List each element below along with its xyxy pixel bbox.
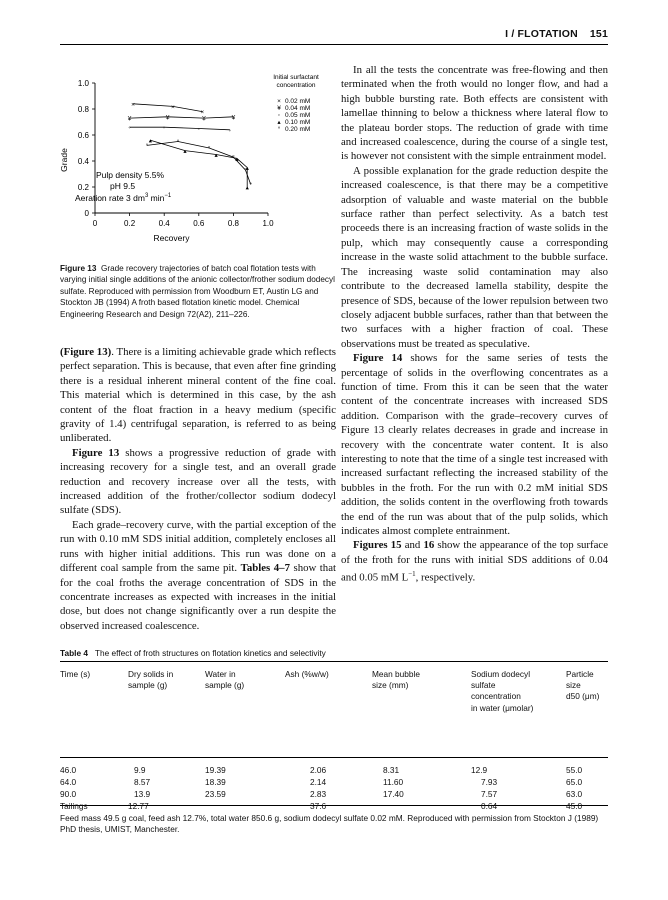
figure-caption-label: Figure 13 [60, 264, 97, 273]
data-point: ° [176, 139, 180, 146]
table-cell: 12.77 [128, 801, 149, 811]
annotation-ph: pH 9.5 [110, 181, 136, 191]
x-tick-label: 0.6 [193, 219, 205, 228]
data-point: × [170, 103, 175, 111]
x-tick-label: 0.4 [158, 219, 170, 228]
x-tick-label: 1.0 [262, 219, 274, 228]
y-tick-label: 0 [84, 209, 89, 218]
data-point: ▴ [183, 148, 187, 156]
data-point: ° [249, 181, 253, 189]
x-tick-label: 0.8 [227, 219, 239, 228]
legend-title: Initial surfactant [273, 74, 319, 81]
y-tick-label: 0.8 [77, 105, 89, 114]
data-point: ¥ [165, 114, 170, 122]
data-point: × [131, 101, 135, 109]
data-point: ° [232, 154, 235, 162]
table-cell: 64.0 [60, 777, 77, 787]
left-p1-text: . There is a limiting achievable grade which reflects perfect separation. This is because, that even after fine grinding there is a residual inherent mineral content of the fine coal. This material which is determined in this case, by the ash content of the float fraction in a heavy medium (specific gravity of 1.4) centrifugal separation, is referred to as being unliberated. [60, 346, 337, 445]
right-paragraph-1: In all the tests the concentrate was free-flowing and then terminated when the froth would no longer flow, and had a high bubble bursting rate. Both effects are consistent with lamellae thinning to below a thickness where lateral flow to the plateau border stops. The reduction of grade with time and increased coalescence, during the course of a single test, is however not consistent with the simple entrainment model. [341, 64, 608, 163]
right-p3-text: shows for the same series of tests the percentage of solids in the overflowing concentrates as a function of time. From this it can be seen that the water content of the concentrate increases with increased SDS addition. Comparison with the grade–recovery curves of Figure 13 clearly relates decreases in grade and increase in recovery with the concentrate water content. It is also interesting to note that the time of a single test increased with increased surfactant reflecting the increased stability of the bubbles in the froth. For the run with 0.2 mM initial SDS addition, the solids content in the overflowing froth towards the end of the run was about that of the pulp solids, which indicates almost complete entrainment. [341, 352, 608, 537]
data-point: ▴ [235, 155, 239, 163]
data-point: ° [244, 167, 247, 175]
data-point: ¥ [127, 115, 132, 123]
left-column [60, 345, 336, 633]
table-header-cell [372, 669, 420, 691]
legend-marker: ° [277, 126, 281, 133]
table-cell: 8.57 [134, 777, 151, 787]
y-tick-label: 0.2 [77, 183, 89, 192]
table-cell: 12.9 [471, 765, 488, 775]
right-p4-figref16: 16 [423, 539, 435, 552]
table-caption [60, 648, 326, 658]
table-cell: 0.64 [481, 801, 498, 811]
aeration-exp: 3 [144, 193, 149, 199]
table-rule-mid [60, 757, 608, 758]
left-p2-figref: Figure 13 [72, 446, 120, 459]
table-header-line: d50 (μm) [566, 691, 600, 702]
data-point: ◦ [163, 124, 166, 132]
data-point: ◦ [128, 124, 131, 132]
data-point: × [200, 109, 205, 117]
series-0-04-mM [128, 114, 236, 122]
table-header-line: size [566, 680, 581, 691]
data-point: ▴ [245, 184, 249, 192]
right-p4-exp: −1 [408, 570, 416, 579]
table-cell: 13.9 [134, 789, 151, 799]
left-p3-a: Each grade–recovery curve, with the partial exception of the run with 0.10 mM SDS initial addition, completely encloses all runs with higher initial additions. This run was done on a different coal sample from the same pit. [60, 518, 336, 575]
table-cell: 63.0 [566, 789, 583, 799]
left-p3-tables: Tables 4–7 [240, 562, 290, 575]
table-header-line: sample (g) [205, 680, 245, 691]
legend-marker: ▴ [277, 119, 281, 126]
table-header-cell [205, 669, 244, 691]
running-head [505, 28, 608, 40]
right-p4-end: , respectively. [415, 571, 476, 584]
table-cell: 23.59 [205, 789, 226, 799]
table-cell: 19.39 [205, 765, 226, 775]
data-point: ◦ [197, 126, 200, 133]
figure-caption [60, 263, 336, 320]
table-header-line: size (mm) [372, 680, 409, 691]
table-header-line: concentration [471, 691, 521, 702]
table-cell: 90.0 [60, 789, 77, 799]
right-column [341, 63, 608, 585]
table-cell: 11.60 [383, 777, 404, 787]
data-point: ▴ [148, 137, 152, 145]
legend-marker: ◦ [277, 112, 281, 119]
legend-label: 0.05 mM [285, 112, 311, 119]
table-header-line: Water in [205, 669, 236, 679]
legend-label: 0.20 mM [285, 126, 311, 133]
table-header-line: Ash (%w/w) [285, 669, 329, 679]
legend-marker: × [277, 98, 281, 105]
right-paragraph-3 [341, 351, 608, 538]
data-point: ° [145, 142, 149, 150]
table-cell: 45.0 [566, 801, 583, 811]
right-paragraph-2: A possible explanation for the grade reduction despite the increased coalescence, is that there may be a competitive adsorption of valuable and waste material on the bubble surface rather than perfect selectivity. As a batch test proceeds there is an increasing fraction of waste solids in the pulp, which may consequently cause a corresponding increase in the waste solid attachment to the bubble surface. The increasing waste solid contamination may also contribute to the decreased lamella stability, despite the presence of SDS, because of the lower repulsion between two closely adjacent bubble surfaces, rather than that between the two surfaces with a higher fraction of coal. These observations must be treated as speculative. [341, 164, 608, 350]
table-header-cell [471, 669, 533, 714]
right-p4-text: show the appearance of the top surface of the froth for the runs with initial SDS additions of 0.04 and 0.05 mM L [341, 539, 608, 584]
table-header-line: Dry solids in [128, 669, 174, 679]
series-line [148, 137, 247, 187]
legend-marker: ¥ [277, 105, 281, 112]
left-p1-figref: (Figure 13) [60, 346, 112, 358]
data-point: ¥ [202, 115, 206, 123]
series-line [128, 124, 230, 132]
right-p4-figref15: Figures 15 [353, 539, 402, 552]
table-cell: 65.0 [566, 777, 583, 787]
table-cell: 2.14 [310, 777, 327, 787]
right-p3-figref: Figure 14 [353, 352, 403, 365]
table-cell: Tailings [60, 801, 88, 811]
chart-legend [273, 74, 319, 133]
series-line [130, 117, 234, 118]
table-header-line: sample (g) [128, 680, 168, 691]
grade-recovery-chart [58, 60, 358, 255]
aeration-mid: min [148, 193, 165, 203]
table-note: Feed mass 49.5 g coal, feed ash 12.7%, total water 850.6 g, sodium dodecyl sulfate 0.02 mM. Reproduced with permission from Stockton J (1989) PhD thesis, UMIST, Manchester. [60, 813, 599, 835]
y-tick-label: 1.0 [77, 79, 89, 88]
left-paragraph-1 [60, 345, 336, 446]
figure-caption-source: Chemical Engineering Research and Design 72(A2), 211–226. [60, 298, 300, 319]
data-point: ▴ [245, 165, 249, 172]
table-header-line: in water (μmolar) [471, 702, 534, 713]
x-tick-label: 0.2 [124, 219, 136, 228]
series-0-20-mM [146, 138, 253, 189]
table-cell: 7.93 [481, 777, 498, 787]
table-cell: 9.9 [134, 765, 146, 775]
table-header-cell [285, 669, 329, 680]
table-header-line: sulfate [471, 680, 496, 691]
y-tick-label: 0.4 [77, 157, 89, 166]
aeration-label: Aeration rate 3 dm [75, 193, 145, 203]
table-label: Table 4 [60, 648, 88, 658]
aeration-exp2: −1 [164, 193, 172, 199]
table-cell: 7.57 [481, 789, 498, 799]
legend-label: 0.10 mM [285, 119, 311, 126]
table-cell: 17.40 [383, 789, 404, 799]
right-paragraph-4 [341, 538, 608, 585]
data-point: ▴ [214, 152, 218, 159]
chart-ticks [78, 79, 274, 228]
section-title: I / FLOTATION [505, 28, 578, 40]
x-tick-label: 0 [92, 219, 98, 228]
table-cell: 8.31 [383, 765, 400, 775]
legend-label: 0.04 mM [285, 105, 311, 112]
figure-13 [58, 60, 358, 255]
table-rule-top [60, 661, 608, 662]
table-header-cell [60, 669, 90, 680]
y-axis-label: Grade [59, 148, 69, 172]
data-point: ¥ [231, 114, 236, 122]
table-header-line: Time (s) [60, 669, 91, 679]
table-cell: 55.0 [566, 765, 583, 775]
annotation-aeration [75, 193, 172, 203]
series-line [133, 104, 202, 112]
table-header-line: Sodium dodecyl [471, 669, 531, 679]
table-header-line: Particle [566, 669, 594, 679]
left-p3-b: show that for the coal froths the average concentration of SDS in the concentrate increases as expected with increases in the initial dose, but does not change significantly over a run despite the observed increased coalescence. [60, 562, 336, 632]
figure-caption-text: Grade recovery trajectories of batch coal flotation tests with varying initial single additions of the anionic collector/frother sodium dodecyl sulfate. Reproduced with permission from Woodburn ET, Austin LG and Stockton JB (1994) A froth based flotation kinetic model. [60, 264, 335, 308]
table-header-cell [128, 669, 173, 691]
left-paragraph-3 [60, 518, 336, 633]
table-header-cell [566, 669, 599, 703]
table-cell: 46.0 [60, 765, 77, 775]
table-cell: 37.6 [310, 801, 327, 811]
left-p2-text: shows a progressive reduction of grade with increasing recovery for a single test, and an overall grade reduction and recovery increase over all the tests, with increased addition of the frother/collector sodium dodecyl sulfate (SDS). [60, 446, 336, 517]
table-title: The effect of froth structures on flotation kinetics and selectivity [94, 648, 326, 658]
table-cell: 2.83 [310, 789, 327, 799]
annotation-pulp-density: Pulp density 5.5% [96, 170, 165, 180]
data-point: ° [207, 145, 211, 153]
legend-title: concentration [276, 82, 316, 89]
y-tick-label: 0.6 [77, 131, 89, 140]
legend-label: 0.02 mM [285, 98, 311, 105]
table-cell: 2.06 [310, 765, 327, 775]
table-header-line: Mean bubble [372, 669, 420, 679]
header-rule [60, 44, 608, 45]
left-paragraph-2 [60, 446, 336, 518]
series-0-05-mM [128, 125, 231, 135]
data-point: ◦ [228, 127, 232, 135]
page-number: 151 [589, 28, 608, 40]
table-cell: 18.39 [205, 777, 226, 787]
chart-annotations [75, 170, 172, 203]
x-axis-label: Recovery [153, 233, 190, 243]
right-p4-and: and [401, 539, 424, 552]
